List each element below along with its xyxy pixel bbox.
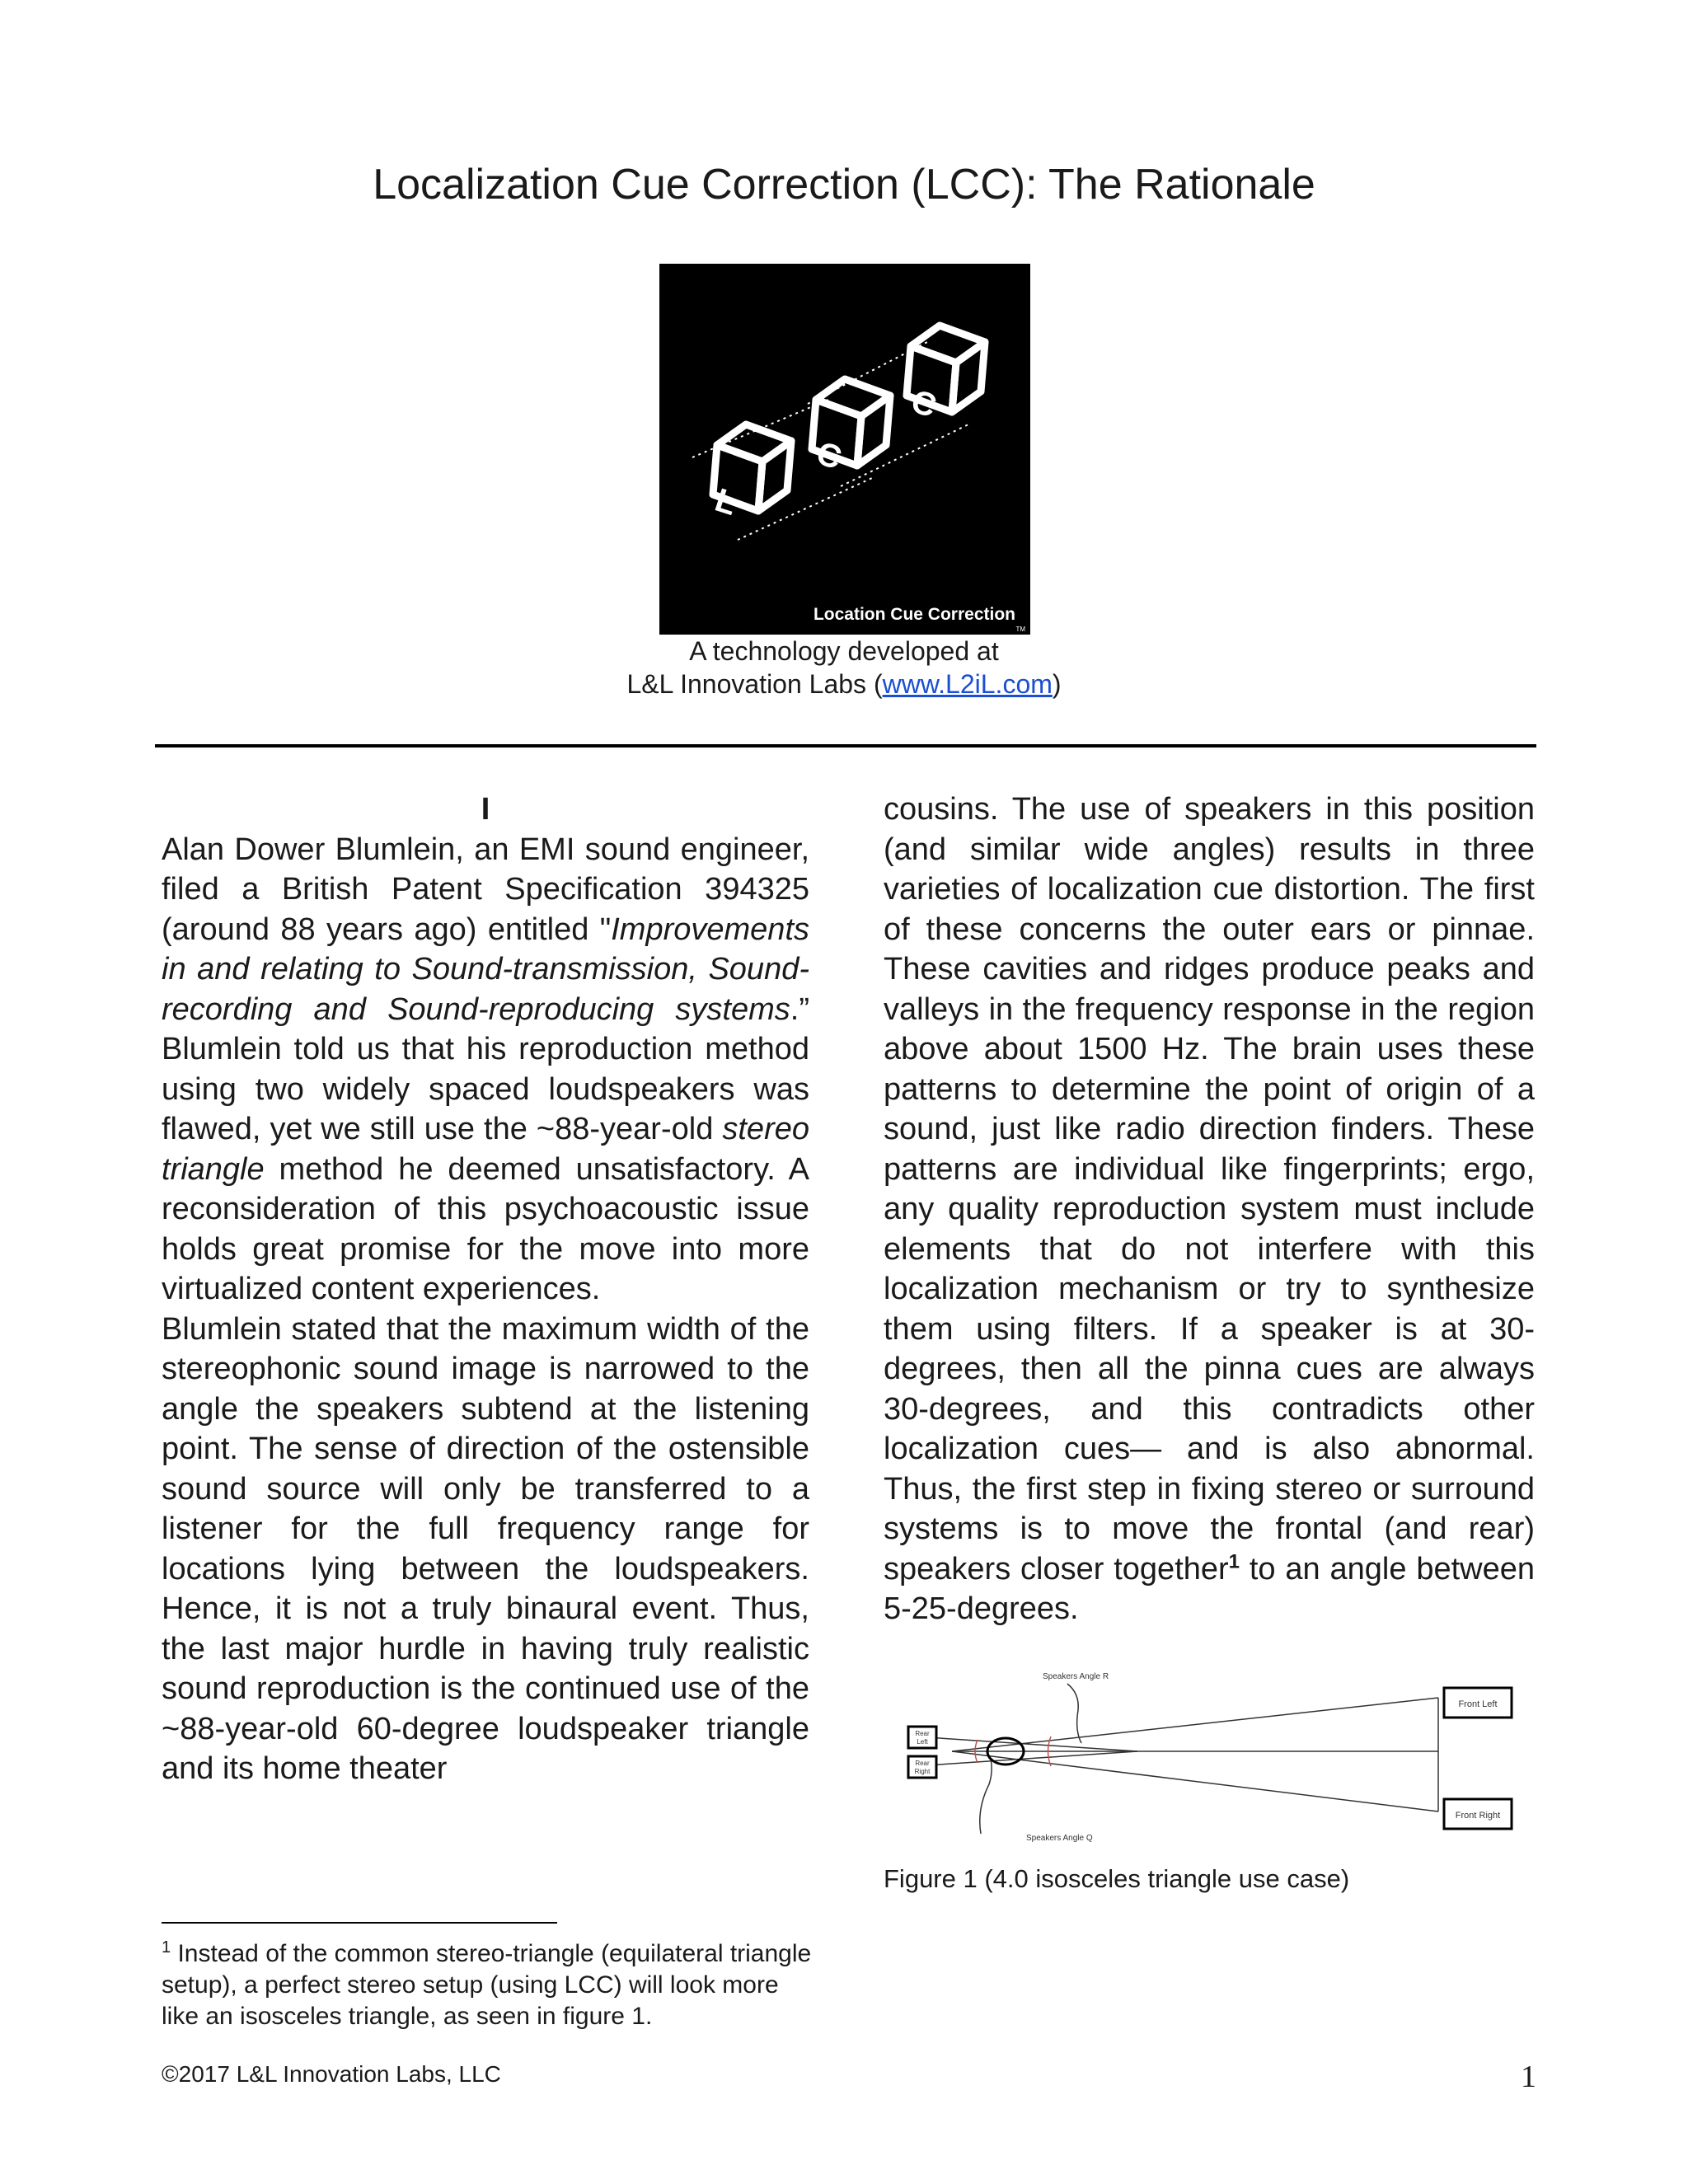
patent-title: Improvements in and relating to Sound-transmission, Sound-recording and Sound-reproducing systems [162,912,809,1027]
label-angle-r: Speakers Angle R [1043,1672,1109,1681]
figure-caption: Figure 1 (4.0 isosceles triangle use case) [884,1864,1350,1893]
angle-q-pointer [980,1758,992,1834]
section-heading: I [481,792,490,827]
copyright-notice: ©2017 L&L Innovation Labs, LLC [162,2061,501,2087]
p1-text-c: method he deemed unsatisfactory. A reconsideration of this psychoacoustic issue holds great promise for the move into more virtualized content experiences. [162,1151,809,1306]
footnote [162,1938,813,2032]
right-column [884,790,1535,1629]
label-rear-left-2: Left [917,1738,928,1746]
paragraph-3 [884,790,1535,1629]
line-to-front-right [952,1751,1438,1811]
label-rear-right-2: Right [914,1768,931,1775]
label-rear-right-1: Rear [915,1760,930,1767]
footnote-separator [162,1922,557,1924]
angle-r-pointer [1067,1684,1081,1743]
p3-text-end: to an angle between 5-25-degrees. [884,1551,1535,1626]
logo-caption-line1: A technology developed at [689,636,999,666]
logo-caption-line2 [0,668,1688,701]
website-link[interactable]: www.L2iL.com [882,669,1053,699]
footnote-reference[interactable]: 1 [1228,1549,1240,1572]
p1-text-b: .” Blumlein told us that his reproduction method using two widely spaced loudspeakers was flawed, yet we still use the ~88-year-old [162,991,809,1146]
paragraph-2: Blumlein stated that the maximum width of the stereophonic sound image is narrowed to the angle the speakers subtend at the listening point. The sense of direction of the ostensible sound source will only be transferred to a listener for the full frequency range for locations lying between the loudspeakers. Hence, it is not a truly binaural event. Thus, the last major hurdle in having truly realistic sound reproduction is the continued use of the ~88-year-old 60-degree loudspeaker triangle and its home theater [162,1311,809,1786]
cube-c2-letter: C [907,382,941,425]
logo-tagline: Location Cue Correction [813,605,1015,624]
p1-text-a: Alan Dower Blumlein, an EMI sound engineer, filed a British Patent Specification 394325 (around 88 years ago) entitled " [162,832,809,947]
left-column [162,790,809,1789]
page-title: Localization Cue Correction (LCC): The Rationale [373,161,1315,209]
header-rule [155,744,1536,748]
line-from-rear-left [915,1736,1137,1751]
cube-logo-graphic [659,264,1030,635]
line-from-rear-right [915,1751,1137,1766]
stereo-triangle-term: stereo triangle [162,1112,809,1187]
footnote-text: Instead of the common stereo-triangle (equilateral triangle setup), a perfect stereo setup (using LCC) will look more like an isosceles triangle, as seen in figure 1. [162,1940,812,2030]
footnote-marker: 1 [162,1938,171,1957]
caption-prefix: L&L Innovation Labs ( [626,669,883,699]
cube-l-letter: L [710,481,742,523]
label-angle-q: Speakers Angle Q [1026,1834,1093,1842]
figure-1 [898,1661,1525,1842]
logo-trademark: TM [1015,626,1025,633]
label-rear-left-1: Rear [915,1730,930,1737]
label-front-left: Front Left [1458,1699,1498,1709]
paragraph-1 [162,830,809,1310]
label-front-right: Front Right [1455,1811,1501,1821]
p3-text: cousins. The use of speakers in this position (and similar wide angles) results in three varieties of localization cue distortion. The first of these concerns the outer ears or pinnae. These cavities and ridges produce peaks and valleys in the frequency response in the region above about 1500 Hz. The brain uses these patterns to determine the point of origin of a sound, just like radio direction finders. These patterns are individual like fingerprints; ergo, any quality reproduction system must include elements that do not interfere with this localization mechanism or try to synthesize them using filters. If a speaker is at 30-degrees, then all the pinna cues are always 30-degrees, and this contradicts other localization cues— and is also abnormal. Thus, the first step in fixing stereo or surround systems is to move the frontal (and rear) speakers closer together [884,792,1535,1586]
speaker-layout-diagram [898,1661,1525,1842]
caption-suffix: ) [1052,669,1062,699]
page-number: 1 [1521,2060,1536,2094]
cube-c1-letter: C [812,434,846,477]
lcc-logo [659,264,1030,635]
